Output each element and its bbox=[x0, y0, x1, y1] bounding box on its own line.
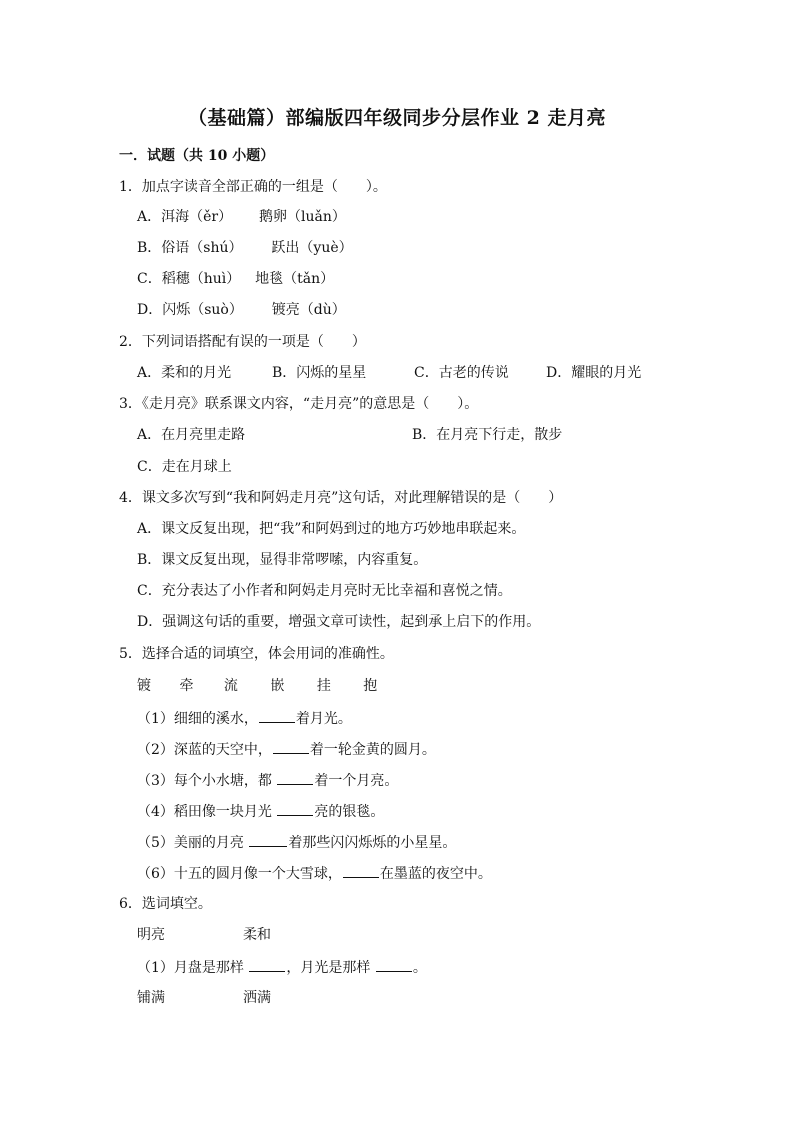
sentence-text: 着一个月亮。 bbox=[314, 773, 399, 789]
word-bank-item: 流 bbox=[223, 678, 238, 694]
option-d-word-2: 镀亮（dù） bbox=[271, 302, 346, 318]
question-6-stem: 6．选词填空。 bbox=[119, 896, 212, 912]
sentence-text: 在墨蓝的夜空中。 bbox=[379, 866, 492, 882]
sentence-text: （5）美丽的月亮 bbox=[137, 835, 249, 851]
option-a-word-2: 鹅卵（luǎn） bbox=[259, 209, 346, 225]
sentence-text: （2）深蓝的天空中， bbox=[137, 742, 272, 758]
page-title: （基础篇）部编版四年级同步分层作业 2 走月亮 bbox=[188, 107, 606, 129]
question-4-stem: 4．课文多次写到“我和阿妈走月亮”这句话，对此理解错误的是（ ） bbox=[119, 490, 563, 506]
fill-blank[interactable] bbox=[249, 957, 285, 972]
sentence-text: 着那些闪闪烁烁的小星星。 bbox=[288, 835, 457, 851]
question-6-word-2: 柔和 bbox=[243, 927, 271, 943]
question-6-word-1: 明亮 bbox=[137, 927, 165, 943]
question-2-option-d: D．耀眼的月光 bbox=[546, 365, 642, 381]
sentence-text: （3）每个小水塘，都 bbox=[137, 773, 277, 789]
question-2-stem: 2．下列词语搭配有误的一项是（ ） bbox=[119, 334, 366, 350]
question-2-option-a: A．柔和的月光 bbox=[137, 365, 232, 381]
question-2-option-b: B．闪烁的星星 bbox=[272, 365, 367, 381]
fill-blank[interactable] bbox=[343, 863, 379, 878]
option-b-word-2: 跃出（yuè） bbox=[271, 240, 353, 256]
question-1-option-c bbox=[137, 270, 334, 288]
fill-blank[interactable] bbox=[273, 739, 309, 754]
word-bank-item: 抱 bbox=[363, 678, 378, 694]
word-bank bbox=[137, 677, 377, 695]
question-5-item-5 bbox=[137, 832, 456, 852]
word-bank-item: 镀 bbox=[137, 678, 151, 694]
sentence-text: 。 bbox=[412, 960, 427, 976]
question-6-word-4: 洒满 bbox=[243, 990, 271, 1006]
sentence-text: （4）稻田像一块月光 bbox=[137, 804, 277, 820]
option-c-word-2: 地毯（tǎn） bbox=[255, 271, 335, 287]
question-1-option-d bbox=[137, 301, 346, 319]
option-b-word-1: B．俗语（shú） bbox=[137, 240, 243, 256]
section-heading: 一．试题（共 10 小题） bbox=[119, 148, 275, 164]
question-2-option-c: C．古老的传说 bbox=[414, 365, 509, 381]
question-1-option-b bbox=[137, 239, 353, 257]
fill-blank[interactable] bbox=[277, 801, 313, 816]
word-bank-item: 嵌 bbox=[270, 678, 285, 694]
sentence-text: 着月光。 bbox=[295, 711, 352, 727]
sentence-text: 着一轮金黄的圆月。 bbox=[309, 742, 436, 758]
question-5-item-2 bbox=[137, 739, 436, 759]
fill-blank[interactable] bbox=[277, 770, 313, 785]
question-6-word-3: 铺满 bbox=[137, 990, 165, 1006]
option-a-word-1: A．洱海（ěr） bbox=[137, 209, 233, 225]
question-1-option-a bbox=[137, 208, 346, 226]
question-3-option-b: B．在月亮下行走，散步 bbox=[412, 427, 563, 443]
fill-blank[interactable] bbox=[259, 708, 295, 723]
fill-blank[interactable] bbox=[376, 957, 412, 972]
question-5-item-4 bbox=[137, 801, 384, 821]
sentence-text: ，月光是那样 bbox=[286, 960, 375, 976]
question-4-option-a: A．课文反复出现，把“我”和阿妈到过的地方巧妙地串联起来。 bbox=[137, 521, 526, 537]
question-4-option-b: B．课文反复出现，显得非常啰嗦，内容重复。 bbox=[137, 552, 428, 568]
question-1-stem: 1．加点字读音全部正确的一组是（ ）。 bbox=[119, 179, 387, 195]
question-6-item-1 bbox=[137, 957, 427, 977]
sentence-text: 亮的银毯。 bbox=[314, 804, 385, 820]
question-3-option-c: C．走在月球上 bbox=[137, 459, 232, 475]
sentence-text: （1）月盘是那样 bbox=[137, 960, 249, 976]
question-3-stem: 3．《走月亮》联系课文内容，“走月亮”的意思是（ ）。 bbox=[119, 396, 479, 412]
question-3-option-a: A．在月亮里走路 bbox=[137, 427, 246, 443]
question-5-item-6 bbox=[137, 863, 492, 883]
word-bank-item: 挂 bbox=[316, 678, 331, 694]
question-4-option-d: D．强调这句话的重要，增强文章可读性，起到承上启下的作用。 bbox=[137, 614, 541, 630]
question-4-option-c: C．充分表达了小作者和阿妈走月亮时无比幸福和喜悦之情。 bbox=[137, 583, 512, 599]
sentence-text: （1）细细的溪水， bbox=[137, 711, 258, 727]
question-5-item-1 bbox=[137, 708, 352, 728]
question-5-item-3 bbox=[137, 770, 398, 790]
sentence-text: （6）十五的圆月像一个大雪球， bbox=[137, 866, 342, 882]
option-c-word-1: C．稻穗（huì） bbox=[137, 271, 241, 287]
fill-blank[interactable] bbox=[249, 832, 287, 847]
option-d-word-1: D．闪烁（suò） bbox=[137, 302, 243, 318]
question-5-stem: 5．选择合适的词填空，体会用词的准确性。 bbox=[119, 646, 394, 662]
word-bank-item: 牵 bbox=[179, 678, 194, 694]
